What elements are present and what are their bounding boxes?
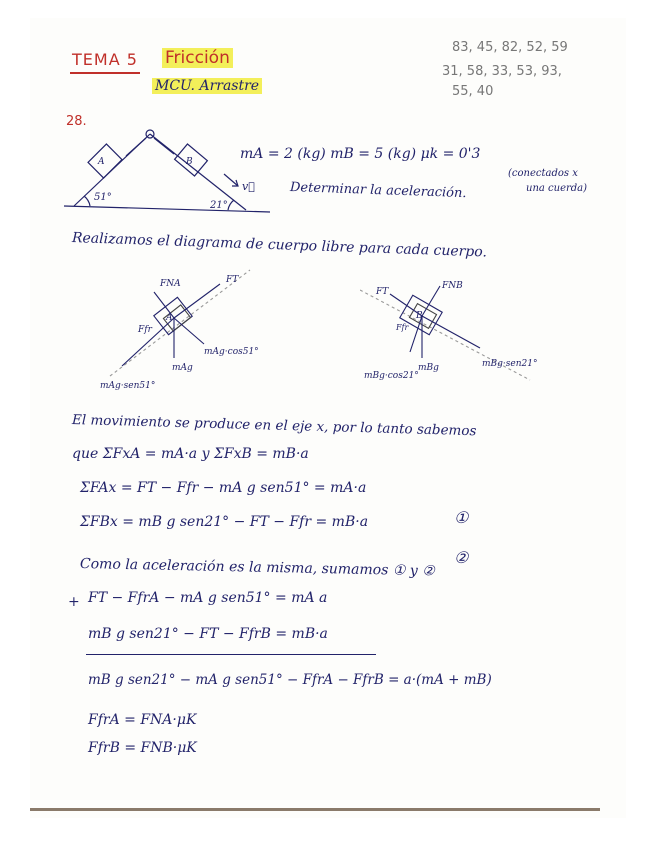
problem-list-2: 31, 58, 33, 53, 93, bbox=[442, 64, 562, 79]
problem-list-1: 83, 45, 82, 52, 59 bbox=[452, 40, 568, 55]
solution-line-5: Como la aceleración es la misma, sumamos ① y ② bbox=[79, 556, 435, 580]
sum-rule-line bbox=[86, 654, 376, 655]
velocity-label: v⃗ bbox=[242, 180, 255, 193]
fbd-block-a bbox=[100, 266, 290, 396]
b-friction-label: Ffr bbox=[396, 323, 409, 332]
a-normal-label: FNA bbox=[160, 279, 181, 289]
block-a-label: A bbox=[98, 157, 105, 167]
givens-line: mA = 2 (kg) mB = 5 (kg) μk = 0'3 bbox=[240, 146, 481, 162]
b-normal-label: FNB bbox=[442, 281, 463, 291]
solution-line-10: FfrB = FNB·μK bbox=[88, 740, 197, 756]
a-friction-label: Ffr bbox=[138, 325, 152, 335]
block-b-label: B bbox=[186, 157, 193, 167]
task-line: Determinar la aceleración. bbox=[289, 180, 467, 202]
solution-line-4: ΣFBx = mB g sen21° − FT − Ffr = mB·a bbox=[80, 514, 369, 530]
solution-line-2: que ΣFxA = mA·a y ΣFxB = mB·a bbox=[72, 446, 309, 462]
a-par-label: mAg·sen51° bbox=[100, 381, 156, 391]
fbd-block-b bbox=[360, 270, 570, 400]
solution-line-9: FfrA = FNA·μK bbox=[88, 712, 197, 728]
b-perp-label: mBg·cos21° bbox=[364, 371, 419, 381]
fbd-intro: Realizamos el diagrama de cuerpo libre para cada cuerpo. bbox=[71, 230, 488, 261]
solution-line-8: mB g sen21° − mA g sen51° − FfrA − FfrB = a·(mA + mB) bbox=[88, 672, 492, 688]
b-weight-label: mBg bbox=[418, 363, 439, 373]
a-block-label: A bbox=[166, 313, 173, 323]
b-block-label: B bbox=[416, 311, 423, 321]
plus-sign: + bbox=[68, 594, 80, 610]
solution-line-3: ΣFAx = FT − Ffr − mA g sen51° = mA·a bbox=[80, 480, 367, 496]
solution-line-6: FT − FfrA − mA g sen51° = mA a bbox=[88, 590, 328, 606]
problem-number: 28. bbox=[66, 114, 87, 129]
solution-line-7: mB g sen21° − FT − FfrB = mB·a bbox=[88, 626, 328, 642]
connected-note-2: una cuerda) bbox=[526, 183, 588, 194]
a-tension-label: FT bbox=[226, 275, 239, 285]
incline-diagram bbox=[60, 120, 290, 220]
tema-underline bbox=[70, 72, 140, 74]
velocity-arrow bbox=[224, 174, 238, 186]
a-weight-label: mAg bbox=[172, 363, 193, 373]
solution-line-1: El movimiento se produce en el eje x, por lo tanto sabemos bbox=[71, 412, 477, 440]
page-bottom-edge bbox=[30, 808, 600, 811]
b-tension-label: FT bbox=[376, 287, 389, 297]
eq-number-1: ① bbox=[454, 508, 469, 527]
angle-left-label: 51° bbox=[94, 192, 112, 203]
topic-subtitle: MCU. Arrastre bbox=[152, 78, 262, 94]
problem-list-3: 55, 40 bbox=[452, 84, 494, 99]
topic-title: Fricción bbox=[162, 48, 233, 68]
connected-note: (conectados x bbox=[508, 168, 578, 179]
tema-label: TEMA 5 bbox=[72, 50, 138, 69]
b-par-label: mBg·sen21° bbox=[482, 359, 538, 369]
angle-right-label: 21° bbox=[210, 200, 228, 211]
eq-number-2: ② bbox=[454, 548, 469, 567]
a-perp-label: mAg·cos51° bbox=[204, 347, 259, 357]
